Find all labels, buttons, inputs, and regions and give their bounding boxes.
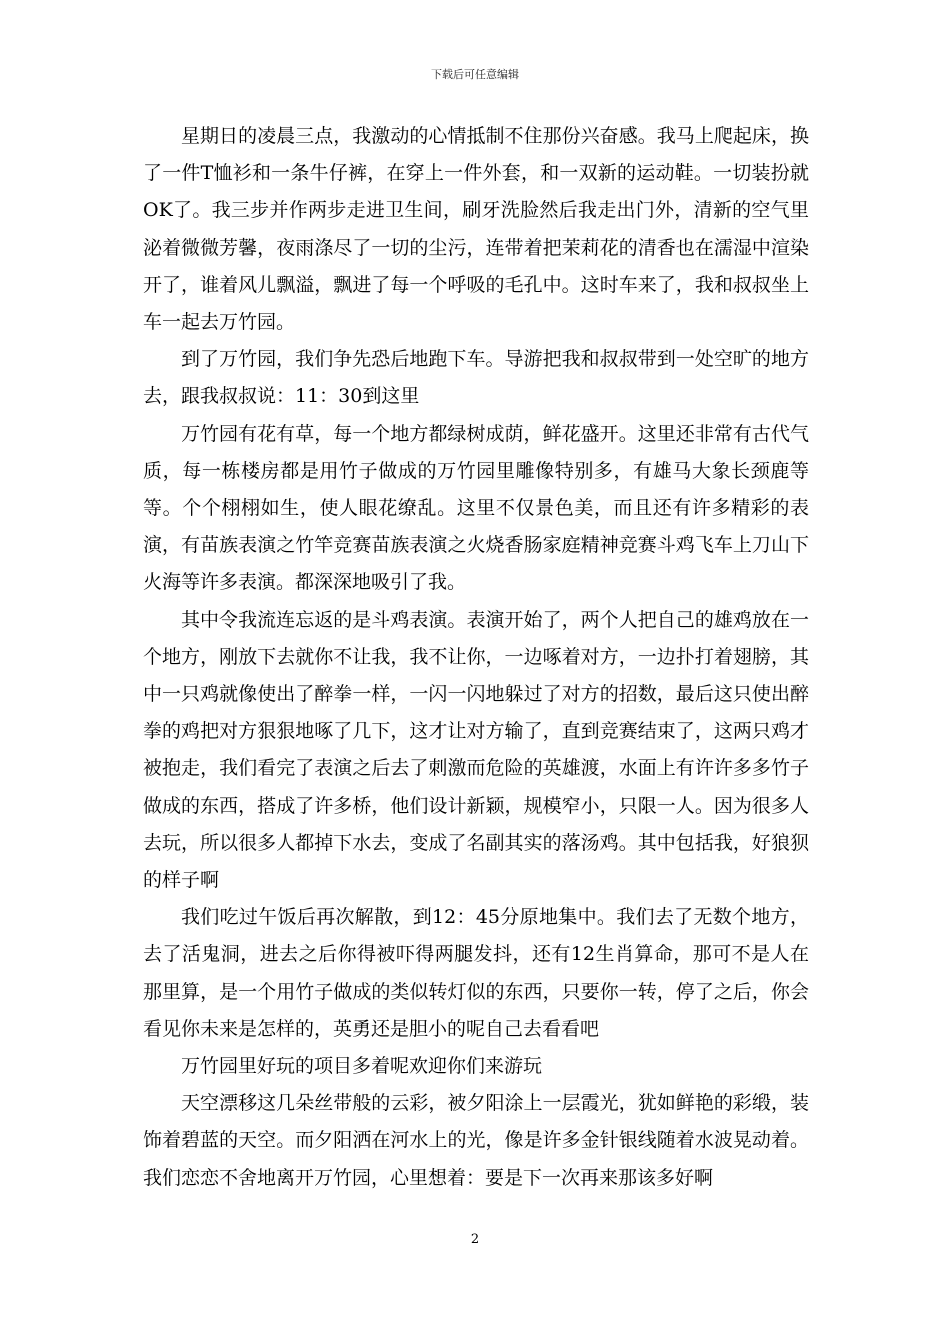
paragraph-5: 我们吃过午饭后再次解散，到12：45分原地集中。我们去了无数个地方，去了活鬼洞，进去之后你得被吓得两腿发抖，还有12生肖算命，那可不是人在那里算，是一个用竹子做成的类似转灯似的东西，只要你一转，停了之后，你会看见你未来是怎样的，英勇还是胆小的呢自己去看看吧: [143, 906, 809, 1040]
page-header: 下载后可任意编辑: [431, 68, 519, 81]
paragraph-3: 万竹园有花有草，每一个地方都绿树成荫，鲜花盛开。这里还非常有古代气质，每一栋楼房都是用竹子做成的万竹园里雕像特别多，有雄马大象长颈鹿等等。个个栩栩如生，使人眼花缭乱。这里不仅景色美，而且还有许多精彩的表演，有苗族表演之竹竿竞赛苗族表演之火烧香肠家庭精神竞赛斗鸡飞车上刀山下火海等许多表演。都深深地吸引了我。: [143, 422, 809, 594]
paragraph-6: 万竹园里好玩的项目多着呢欢迎你们来游玩: [181, 1055, 543, 1078]
paragraph-2: 到了万竹园，我们争先恐后地跑下车。导游把我和叔叔带到一处空旷的地方去，跟我叔叔说：11：30到这里: [143, 348, 809, 408]
paragraph-1: 星期日的凌晨三点，我激动的心情抵制不住那份兴奋感。我马上爬起床，换了一件T恤衫和一条牛仔裤，在穿上一件外套，和一双新的运动鞋。一切装扮就OK了。我三步并作两步走进卫生间，刷牙洗脸然后我走出门外，清新的空气里泌着微微芳馨，夜雨涤尽了一切的尘污，连带着把茉莉花的清香也在濡湿中渲染开了，谁着风儿飘溢，飘进了每一个呼吸的毛孔中。这时车来了，我和叔叔坐上车一起去万竹园。: [143, 125, 809, 334]
paragraph-7: 天空漂移这几朵丝带般的云彩，被夕阳涂上一层霞光，犹如鲜艳的彩缎，装饰着碧蓝的天空。而夕阳洒在河水上的光，像是许多金针银线随着水波晃动着。我们恋恋不舍地离开万竹园，心里想着：要是下一次再来那该多好啊: [143, 1092, 809, 1189]
document-body: [143, 118, 809, 1197]
page-number: 2: [470, 1232, 480, 1247]
paragraph-4: 其中令我流连忘返的是斗鸡表演。表演开始了，两个人把自己的雄鸡放在一个地方，刚放下去就你不让我，我不让你，一边啄着对方，一边扑打着翅膀，其中一只鸡就像使出了醉拳一样，一闪一闪地躲过了对方的招数，最后这只使出醉拳的鸡把对方狠狠地啄了几下，这才让对方输了，直到竞赛结束了，这两只鸡才被抱走，我们看完了表演之后去了刺激而危险的英雄渡，水面上有许许多多竹子做成的东西，搭成了许多桥，他们设计新颖，规模窄小，只限一人。因为很多人去玩，所以很多人都掉下水去，变成了名副其实的落汤鸡。其中包括我，好狼狈的样子啊: [143, 608, 809, 892]
